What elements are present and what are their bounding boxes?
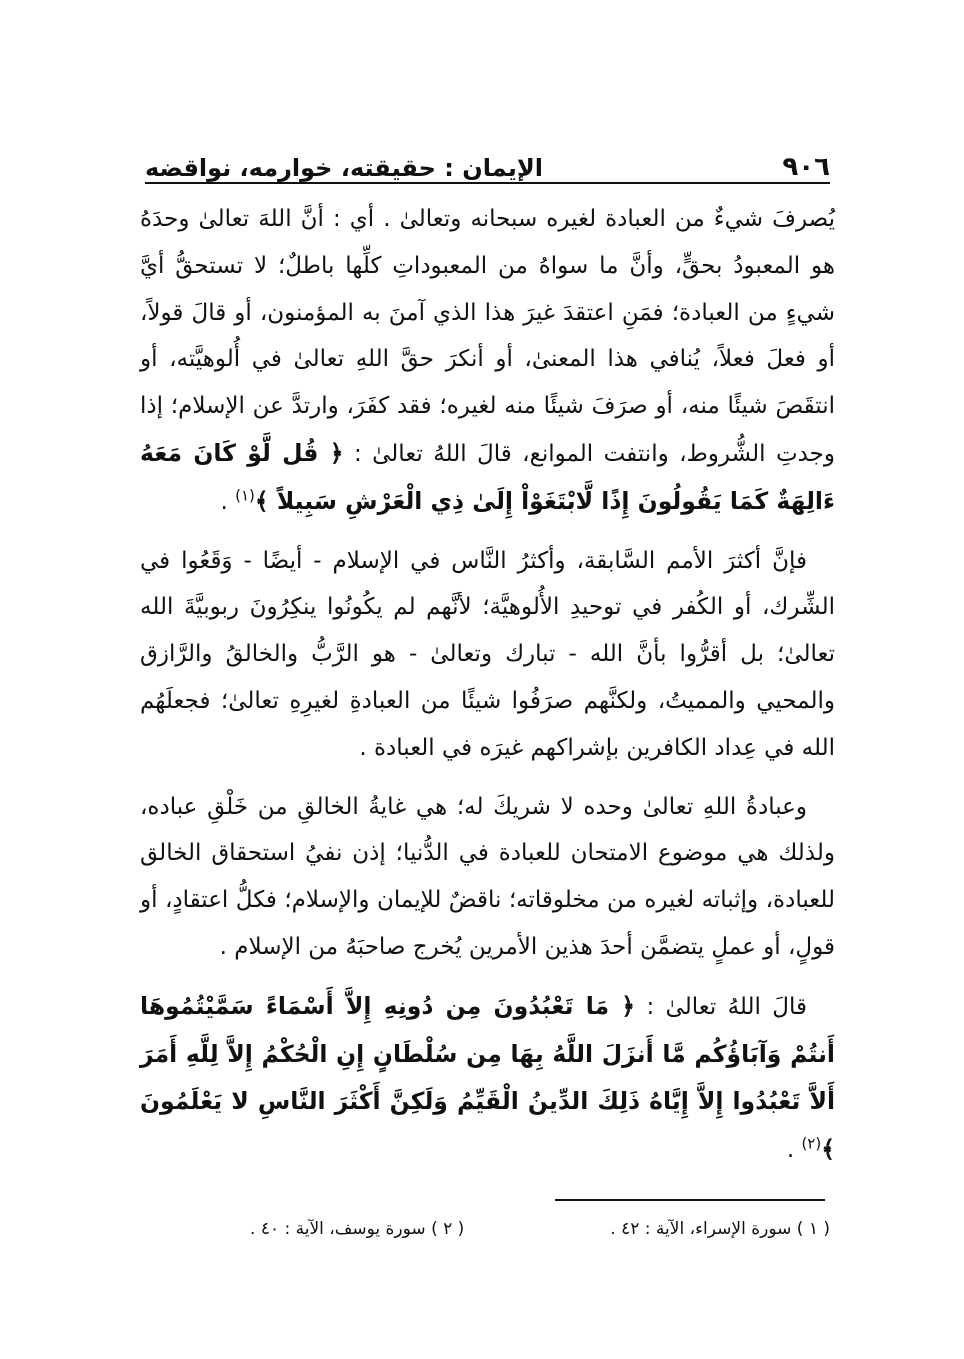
page-header (145, 140, 830, 180)
running-title: الإيمان : حقيقته، خوارمه، نواقضه (145, 154, 543, 182)
paragraph-4-intro: قالَ اللهُ تعالىٰ : (646, 993, 807, 1020)
footnote-1: ( ١ ) سورة الإسراء، الآية : ٤٢ . (610, 1219, 830, 1239)
body-text (140, 196, 835, 1186)
footnotes (250, 1218, 830, 1240)
paragraph-4 (140, 983, 835, 1174)
paragraph-4-tail: . (786, 1137, 795, 1164)
footnote-2: ( ٢ ) سورة يوسف، الآية : ٤٠ . (250, 1219, 465, 1239)
paragraph-3 (140, 784, 835, 971)
quran-verse-1: ﴿ قُل لَّوْ كَانَ مَعَهُ ءَالِهَةٌ كَمَا يَقُولُونَ إِذًا لَّابْتَغَوْاْ إِلَىٰ ذِي الْعَرْشِ سَبِيلاً ﴾ (140, 438, 835, 515)
footnote-ref-1: (١) (235, 486, 255, 505)
header-rule (145, 182, 830, 184)
paragraph-1-text: يُصرفَ شيءٌ من العبادة لغيره سبحانه وتعالىٰ . أي : أنَّ اللهَ تعالىٰ وحدَهُ هو المعبودُ بحقٍّ، وأنَّ ما سواهُ من المعبوداتِ كلِّها باطلٌ؛ لا تستحقُّ أيَّ شيءٍ من العبادة؛ فمَنِ اعتقدَ غيرَ هذا الذي آمنَ به المؤمنون، أو قالَ قولاً، أو فعلَ فعلاً، يُنافي هذا المعنىٰ، أو أنكرَ حقَّ اللهِ تعالىٰ في أُلوهيَّته، أو انتقَصَ شيئًا منه، أو صرَفَ شيئًا منه لغيره؛ فقد كفَرَ، وارتدَّ عن الإسلام؛ إذا وجدتِ الشُّروط، وانتفت الموانع، قالَ اللهُ تعالىٰ : (140, 206, 836, 467)
paragraph-2 (140, 538, 835, 772)
paragraph-2-text: فإنَّ أكثرَ الأمم السَّابقة، وأكثرُ النَّاس في الإسلام - أيضًا - وَقَعُوا في الشِّرك، أو الكُفر في توحيدِ الأُلوهيَّة؛ لأنَّهم لم يكُونُوا ينكِرُونَ ربوبيَّةَ الله تعالىٰ؛ بل أقرُّوا بأنَّ الله - تبارك وتعالىٰ - هو الرَّبُّ والخالقُ والرَّازق والمحيي والمميتُ، ولكنَّهم صرَفُوا شيئًا من العبادةِ لغيرِهِ تعالىٰ؛ فجعلَهُم الله في عِداد الكافرين بإشراكهم غيرَه في العبادة . (140, 547, 835, 761)
footnote-ref-2: (٢) (801, 1134, 822, 1153)
page-number: ٩٠٦ (782, 152, 830, 182)
paragraph-3-text: وعبادةُ اللهِ تعالىٰ وحده لا شريكَ له؛ هي غايةُ الخالقِ من خَلْقِ عباده، ولذلك هي موضوع الامتحان للعبادة في الدُّنيا؛ إذن نفيُ استحقاق الخالق للعبادة، وإثباته لغيره من مخلوقاته؛ ناقضٌ للإيمان والإسلام؛ فكلُّ اعتقادٍ، أو قولٍ، أو عملٍ يتضمَّن أحدَ هذين الأمرين يُخرج صاحبَهُ من الإسلام . (140, 793, 835, 960)
paragraph-1-tail: . (220, 488, 228, 515)
quran-verse-2: ﴿ مَا تَعْبُدُونَ مِن دُونِهِ إِلاَّ أَسْمَاءً سَمَّيْتُمُوهَا أَنتُمْ وَآبَاؤُكُم مَّا أَنزَلَ اللَّهُ بِهَا مِن سُلْطَانٍ إِنِ الْحُكْمُ إِلاَّ لِلَّهِ أَمَرَ أَلاَّ تَعْبُدُوا إِلاَّ إِيَّاهُ ذَلِكَ الدِّينُ الْقَيِّمُ وَلَكِنَّ أَكْثَرَ النَّاسِ لا يَعْلَمُونَ ﴾ (140, 991, 835, 1164)
footnote-rule (555, 1199, 825, 1201)
paragraph-1 (140, 196, 835, 526)
